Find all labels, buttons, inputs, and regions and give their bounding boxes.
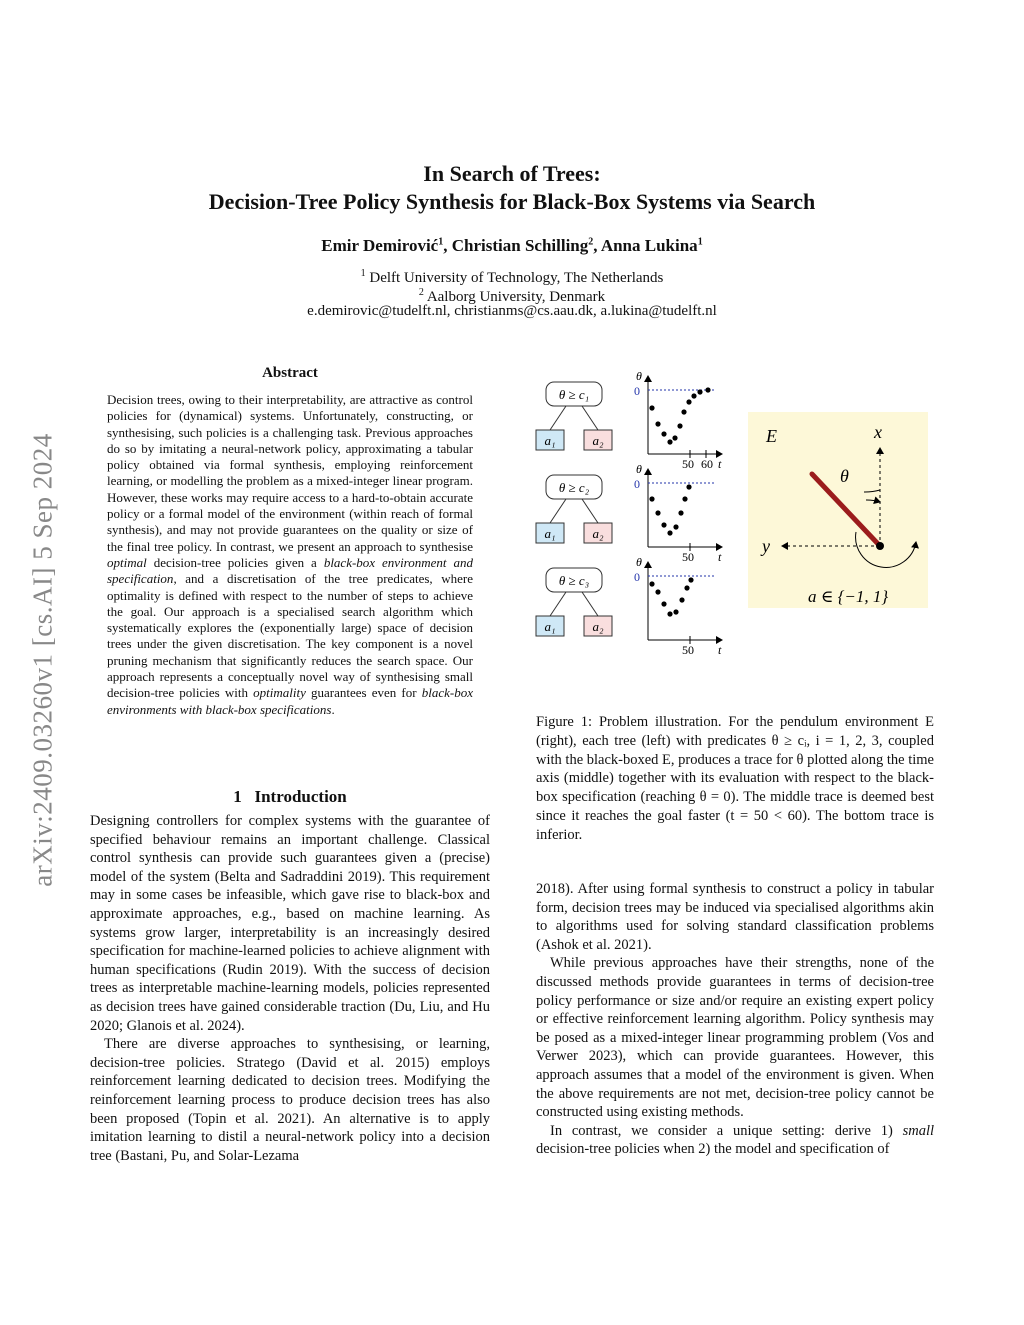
- author-emails: e.demirovic@tudelft.nl, christianms@cs.aau.dk, a.lukina@tudelft.nl: [307, 303, 717, 319]
- author-affiliation-mark: 1: [438, 236, 444, 248]
- axis-label: θ: [636, 555, 642, 569]
- abstract-text: guarantees even for: [305, 685, 422, 701]
- zero-label: 0: [634, 477, 640, 491]
- affiliation-text: Delft University of Technology, The Netherlands: [369, 270, 664, 286]
- tick-label: 60: [701, 457, 713, 471]
- decision-tree-3: [536, 568, 612, 636]
- tree-predicate: θ ≥ c₃: [558, 573, 590, 588]
- trace-plot-3: [634, 555, 722, 657]
- leaf-action: a₁: [544, 619, 556, 634]
- arxiv-sidebar: [18, 380, 68, 940]
- paragraph-text: decision-tree policies when 2) the model and specification of: [536, 1141, 890, 1158]
- trace-plot-1: [634, 369, 722, 471]
- tree-predicate: θ ≥ c₂: [558, 480, 590, 495]
- abstract-text: Decision trees, owing to their interpretability, are attractive as control policies for (dynamical) systems. Unfortunately, constructing, or synthesising, such policies is a challenging task. Previous approaches do so by imitating a neural-network policy, approximating a tabular policy obtained via formal synthesis, employing reinforcement learning, or modelling the problem as a mixed-integer linear program. However, these works may require access to a hard-to-obtain accurate policy or a formal model of the environment (within reach of formal synthesis), and may not provide guarantees on the quality or size of the final tree policy. In contrast, we present an approach to synthesise: [107, 392, 473, 554]
- paragraph: There are diverse approaches to synthesising, or learning, decision-tree policies. Stratego (David et al. 2015) employs reinforcement learning dedicated to decision trees. Modifying the reinforcement learning process to produce decision trees has also been proposed (Topin et al. 2021). An alternative is to apply imitation learning to distil a neural-network policy into a decision tree (Bastani, Pu, and Solar-Lezama: [90, 1036, 490, 1164]
- decision-tree-2: [536, 475, 612, 543]
- section-number: 1: [233, 787, 242, 806]
- axis-label: θ: [636, 369, 642, 383]
- angle-label: θ: [840, 466, 849, 486]
- figure-caption: Figure 1: Problem illustration. For the pendulum environment E (right), each tree (left) with predicates θ ≥ cᵢ, i = 1, 2, 3, coupled with the black-boxed E, produces a trace for θ plotted along the time axis (middle) together with its evaluation with respect to the black-box specification (reaching θ = 0). The middle trace is deemed best since it reaches the goal faster (t = 50 < 60). The bottom trace is inferior.: [536, 714, 934, 843]
- tick-label: 50: [682, 457, 694, 471]
- author-name: Anna Lukina: [600, 236, 698, 255]
- axis-label: t: [718, 550, 722, 564]
- figure-1: [526, 362, 946, 662]
- paragraph: Designing controllers for complex systems with the guarantee of specified behaviour remains an important challenge. Classical control synthesis can provide such guarantees given a (precise) model of the system (Belta and Sadraddini 2019). This requirement may in some cases be infeasible, which gave rise to black-box and approximate approaches, e.g., based on machine learning. As systems grow larger, interpretability is an increasingly desired specification for machine-learned policies to achieve alignment with human specifications (Rudin 2019). With the success of decision trees as interpretable machine-learning models, policies represented as decision trees have gained considerable traction (Du, Liu, and Hu 2020; Glanois et al. 2024).: [90, 813, 490, 1034]
- abstract-emphasis: black-box environments with black-box specifications: [107, 685, 474, 717]
- arxiv-identifier: arXiv:2409.03260v1 [cs.AI] 5 Sep 2024: [27, 433, 58, 887]
- affiliation-text: Aalborg University, Denmark: [426, 289, 606, 305]
- trace-plot-2: [634, 462, 722, 564]
- section-title: Introduction: [254, 787, 347, 806]
- pendulum-environment: [748, 412, 928, 608]
- paragraph: 2018). After using formal synthesis to construct a policy in tabular form, decision trees may be induced via specialised algorithms akin to algorithms used for solving standard classification problems (Ashok et al. 2021).: [536, 881, 934, 953]
- abstract-emphasis: optimality: [253, 685, 306, 701]
- abstract-text: decision-tree policies given a: [146, 554, 324, 570]
- abstract-text: , and a discretisation of the tree predicates, where optimality is defined with respect to the number of steps to achieve the goal. Our approach is a specialised search algorithm which systematically explores the (exponentially large) space of decision trees under the given discretisation. The key component is a novel pruning mechanism that significantly reduces the search space. Our approach represents a conceptually novel way of synthesising small decision-tree policies with: [107, 571, 473, 701]
- leaf-action: a₂: [592, 433, 604, 448]
- abstract-emphasis: black-box environment and specification: [107, 554, 473, 587]
- abstract-heading: Abstract: [262, 365, 318, 381]
- action-set-label: a ∈ {−1, 1}: [808, 587, 889, 606]
- section-heading: [90, 787, 490, 807]
- leaf-action: a₂: [592, 619, 604, 634]
- paper-title-line2: Decision-Tree Policy Synthesis for Black-Box Systems via Search: [208, 189, 816, 214]
- author-list: Emir Demirović$^1$, Christian Schilling$^2$, Anna Lukina$^1$: [321, 236, 703, 255]
- intro-left-column: [90, 812, 490, 1165]
- environment-label: E: [766, 426, 777, 446]
- author-affiliation-mark: 2: [588, 236, 594, 248]
- x-axis-label: x: [874, 422, 882, 442]
- y-axis-label: y: [762, 536, 770, 556]
- affiliation-mark: 2: [418, 287, 424, 298]
- affiliation-mark: 1: [360, 268, 366, 279]
- tick-label: 50: [682, 643, 694, 657]
- author-name: Christian Schilling: [451, 236, 589, 255]
- paragraph: [536, 1122, 934, 1159]
- tree-predicate: θ ≥ c₁: [558, 387, 590, 402]
- abstract-body: [107, 392, 473, 718]
- abstract-text: .: [331, 701, 335, 717]
- axis-label: t: [718, 643, 722, 657]
- axis-label: t: [718, 457, 722, 471]
- paragraph-emphasis: small: [902, 1122, 934, 1139]
- tick-label: 50: [682, 550, 694, 564]
- decision-tree-1: [536, 382, 612, 450]
- author-affiliation-mark: 1: [697, 236, 703, 248]
- intro-right-column: [536, 880, 934, 1159]
- zero-label: 0: [634, 384, 640, 398]
- leaf-action: a₂: [592, 526, 604, 541]
- abstract-emphasis: optimal: [107, 554, 147, 570]
- paragraph: While previous approaches have their strengths, none of the discussed methods provide guarantees in terms of decision-tree policy performance or size and/or require an existing expert policy or effective reinforcement learning algorithm. Policy synthesis may be posed as a mixed-integer linear programming problem (Vos and Verwer 2023), which can provide guarantees. However, this approach assumes that a model of the environment is given. When the above requirements are not met, decision-tree policy cannot be constructed using existing methods.: [536, 955, 934, 1121]
- leaf-action: a₁: [544, 433, 556, 448]
- paragraph-text: In contrast, we consider a unique setting: derive 1): [550, 1122, 903, 1139]
- author-name: Emir Demirović: [321, 236, 439, 255]
- axis-label: θ: [636, 462, 642, 476]
- leaf-action: a₁: [544, 526, 556, 541]
- zero-label: 0: [634, 570, 640, 584]
- paper-title-line1: In Search of Trees:: [423, 161, 601, 186]
